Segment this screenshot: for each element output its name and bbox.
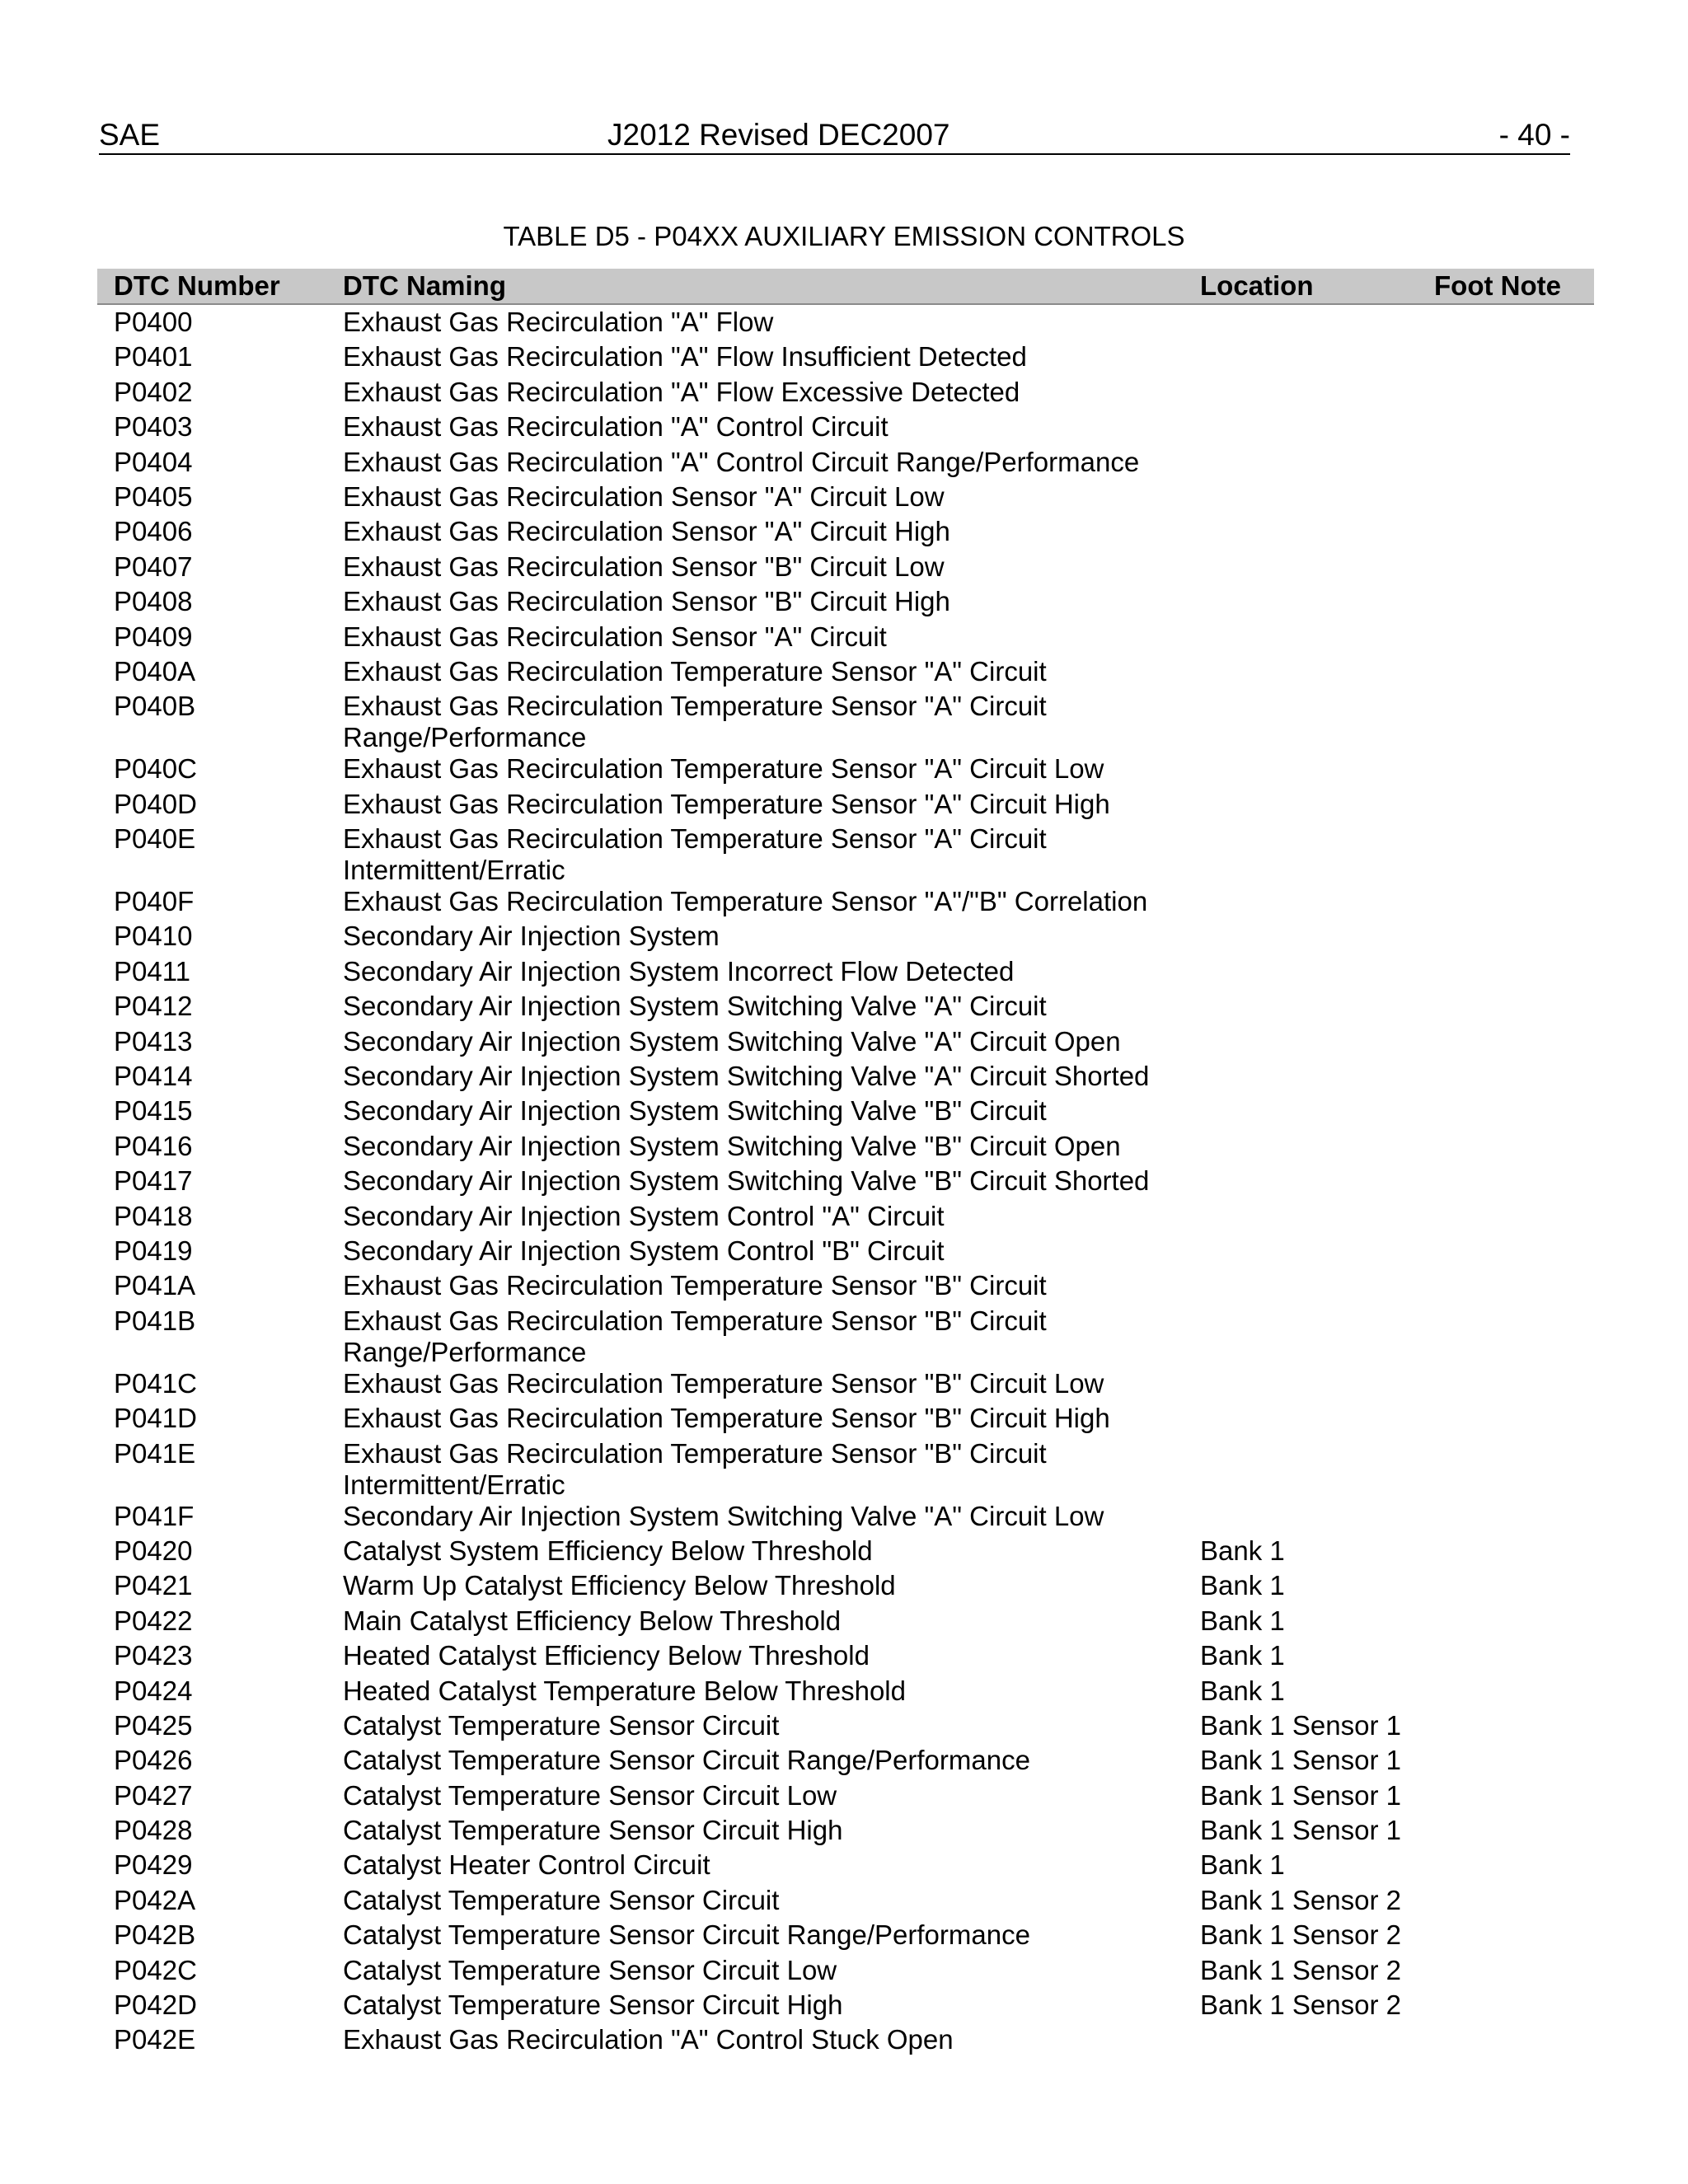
dtc-number: P0416 bbox=[114, 1130, 193, 1161]
header-page-number: - 40 - bbox=[1498, 118, 1570, 152]
dtc-naming bbox=[343, 621, 1175, 653]
dtc-naming-line: Exhaust Gas Recirculation Temperature Sensor "A" Circuit Low bbox=[343, 753, 1104, 785]
dtc-naming bbox=[343, 481, 1175, 513]
dtc-naming-line: Main Catalyst Efficiency Below Threshold bbox=[343, 1605, 842, 1636]
dtc-number: P042A bbox=[114, 1884, 196, 1915]
dtc-number: P041F bbox=[114, 1500, 195, 1531]
dtc-number: P0404 bbox=[114, 446, 193, 477]
dtc-naming-line: Exhaust Gas Recirculation Sensor "B" Circuit High bbox=[343, 586, 950, 617]
page-header bbox=[99, 117, 1570, 155]
dtc-naming-line: Exhaust Gas Recirculation "A" Control Circuit bbox=[343, 411, 889, 443]
header-center: J2012 Revised DEC2007 bbox=[607, 118, 950, 152]
dtc-naming-line: Catalyst System Efficiency Below Threshold bbox=[343, 1535, 873, 1566]
dtc-naming-line: Exhaust Gas Recirculation "A" Flow bbox=[343, 307, 774, 337]
table-row bbox=[97, 584, 1594, 619]
table-row bbox=[97, 1401, 1594, 1436]
dtc-location: Bank 1 Sensor 1 bbox=[1200, 1815, 1401, 1846]
dtc-number: P041D bbox=[114, 1403, 197, 1434]
table-row bbox=[97, 1918, 1594, 1952]
dtc-naming-line: Catalyst Heater Control Circuit bbox=[343, 1849, 710, 1881]
dtc-naming bbox=[343, 753, 1175, 785]
dtc-naming bbox=[343, 886, 1175, 917]
dtc-number: P0402 bbox=[114, 376, 193, 407]
dtc-naming-line-continued: Intermittent/Erratic bbox=[343, 855, 565, 886]
header-left: SAE bbox=[99, 118, 161, 152]
table-row bbox=[97, 954, 1594, 989]
dtc-number: P0401 bbox=[114, 341, 193, 373]
dtc-number: P040F bbox=[114, 886, 195, 917]
dtc-naming-line: Exhaust Gas Recirculation "A" Flow Insufficient Detected bbox=[343, 341, 1027, 373]
table-row bbox=[97, 1366, 1594, 1401]
dtc-number: P0424 bbox=[114, 1675, 193, 1706]
dtc-naming-line: Exhaust Gas Recirculation Temperature Sensor "A"/"B" Correlation bbox=[343, 886, 1148, 917]
dtc-naming bbox=[343, 1605, 1175, 1637]
dtc-naming-line: Catalyst Temperature Sensor Circuit Low bbox=[343, 1779, 837, 1811]
dtc-naming bbox=[343, 1640, 1175, 1671]
table-row bbox=[97, 1534, 1594, 1568]
dtc-naming-line: Exhaust Gas Recirculation Temperature Sensor "B" Circuit bbox=[343, 1305, 1047, 1336]
table-row bbox=[97, 620, 1594, 654]
dtc-location: Bank 1 Sensor 2 bbox=[1200, 1954, 1401, 1985]
table-row bbox=[97, 305, 1594, 340]
dtc-naming-line: Exhaust Gas Recirculation Temperature Sensor "A" Circuit bbox=[343, 655, 1047, 687]
dtc-number: P0423 bbox=[114, 1640, 193, 1671]
dtc-naming-line: Secondary Air Injection System Switching Valve "A" Circuit Low bbox=[343, 1500, 1104, 1531]
dtc-naming bbox=[343, 823, 1175, 886]
table-row bbox=[97, 1638, 1594, 1673]
table-row bbox=[97, 1059, 1594, 1094]
dtc-naming-line: Warm Up Catalyst Efficiency Below Threshold bbox=[343, 1570, 896, 1601]
dtc-naming-line: Secondary Air Injection System Control "A" Circuit bbox=[343, 1200, 945, 1231]
dtc-location: Bank 1 bbox=[1200, 1605, 1285, 1636]
dtc-number: P0409 bbox=[114, 621, 193, 652]
dtc-naming bbox=[343, 1570, 1175, 1601]
dtc-naming bbox=[343, 2024, 1175, 2055]
dtc-number: P0417 bbox=[114, 1165, 193, 1197]
dtc-table bbox=[97, 269, 1594, 2058]
dtc-naming bbox=[343, 516, 1175, 547]
dtc-naming bbox=[343, 1403, 1175, 1434]
dtc-naming-line: Exhaust Gas Recirculation Temperature Sensor "A" Circuit High bbox=[343, 788, 1110, 819]
dtc-number: P042D bbox=[114, 1990, 197, 2021]
table-row bbox=[97, 919, 1594, 954]
table-row bbox=[97, 1436, 1594, 1499]
dtc-naming-line: Catalyst Temperature Sensor Circuit Range/Performance bbox=[343, 1745, 1030, 1776]
dtc-number: P0428 bbox=[114, 1815, 193, 1846]
dtc-number: P040E bbox=[114, 823, 196, 855]
table-row bbox=[97, 1129, 1594, 1164]
table-row bbox=[97, 1094, 1594, 1128]
dtc-location: Bank 1 bbox=[1200, 1849, 1285, 1881]
dtc-naming bbox=[343, 447, 1175, 478]
table-row bbox=[97, 654, 1594, 689]
dtc-number: P0408 bbox=[114, 586, 193, 617]
dtc-location: Bank 1 Sensor 2 bbox=[1200, 1919, 1401, 1951]
dtc-naming-line: Catalyst Temperature Sensor Circuit bbox=[343, 1709, 780, 1741]
table-row bbox=[97, 1813, 1594, 1848]
dtc-naming-line: Exhaust Gas Recirculation Sensor "A" Circuit Low bbox=[343, 480, 945, 512]
dtc-location: Bank 1 Sensor 2 bbox=[1200, 1884, 1401, 1915]
dtc-naming-line: Catalyst Temperature Sensor Circuit Low bbox=[343, 1954, 837, 1985]
table-row bbox=[97, 1199, 1594, 1234]
dtc-naming-line: Catalyst Temperature Sensor Circuit High bbox=[343, 1990, 843, 2021]
table-row bbox=[97, 787, 1594, 822]
table-row bbox=[97, 1743, 1594, 1778]
dtc-naming-line: Catalyst Temperature Sensor Circuit bbox=[343, 1884, 780, 1915]
table-row bbox=[97, 1568, 1594, 1603]
dtc-number: P0414 bbox=[114, 1061, 193, 1092]
table-row bbox=[97, 689, 1594, 752]
dtc-number: P0419 bbox=[114, 1235, 193, 1266]
dtc-number: P042B bbox=[114, 1919, 196, 1951]
dtc-number: P040C bbox=[114, 753, 197, 785]
dtc-naming-line: Secondary Air Injection System Incorrect Flow Detected bbox=[343, 955, 1015, 987]
dtc-naming-line: Exhaust Gas Recirculation Sensor "B" Circuit Low bbox=[343, 551, 945, 582]
dtc-location: Bank 1 bbox=[1200, 1535, 1285, 1566]
dtc-naming bbox=[343, 1368, 1175, 1399]
dtc-naming-line: Secondary Air Injection System bbox=[343, 921, 720, 952]
dtc-naming bbox=[343, 1061, 1175, 1092]
table-row bbox=[97, 1848, 1594, 1882]
dtc-naming bbox=[343, 307, 1175, 338]
dtc-naming bbox=[343, 1438, 1175, 1501]
dtc-naming bbox=[343, 1270, 1175, 1301]
dtc-number: P040D bbox=[114, 788, 197, 819]
dtc-naming-line-continued: Range/Performance bbox=[343, 1336, 587, 1367]
dtc-naming-line: Heated Catalyst Temperature Below Threshold bbox=[343, 1675, 906, 1706]
dtc-naming bbox=[343, 1501, 1175, 1532]
table-row bbox=[97, 550, 1594, 584]
dtc-naming bbox=[343, 991, 1175, 1022]
dtc-naming bbox=[343, 1131, 1175, 1162]
dtc-naming bbox=[343, 1780, 1175, 1811]
dtc-number: P0412 bbox=[114, 991, 193, 1022]
dtc-naming bbox=[343, 1305, 1175, 1368]
table-row bbox=[97, 1499, 1594, 1534]
dtc-number: P0400 bbox=[114, 307, 193, 337]
dtc-number: P0422 bbox=[114, 1605, 193, 1636]
dtc-location: Bank 1 bbox=[1200, 1570, 1285, 1601]
dtc-naming bbox=[343, 341, 1175, 373]
dtc-number: P0426 bbox=[114, 1745, 193, 1776]
dtc-location: Bank 1 bbox=[1200, 1640, 1285, 1671]
dtc-naming-line: Secondary Air Injection System Switching Valve "A" Circuit Open bbox=[343, 1025, 1121, 1057]
dtc-naming bbox=[343, 1990, 1175, 2021]
dtc-naming-line: Catalyst Temperature Sensor Circuit High bbox=[343, 1815, 843, 1846]
dtc-number: P041C bbox=[114, 1367, 197, 1399]
table-row bbox=[97, 445, 1594, 480]
dtc-naming-line: Exhaust Gas Recirculation Sensor "A" Circuit High bbox=[343, 516, 950, 547]
table-row bbox=[97, 2022, 1594, 2057]
table-row bbox=[97, 1024, 1594, 1059]
dtc-location: Bank 1 bbox=[1200, 1675, 1285, 1706]
dtc-number: P041B bbox=[114, 1305, 196, 1336]
dtc-number: P0410 bbox=[114, 921, 193, 952]
dtc-location: Bank 1 Sensor 1 bbox=[1200, 1745, 1401, 1776]
table-row bbox=[97, 410, 1594, 444]
dtc-number: P042C bbox=[114, 1954, 197, 1985]
dtc-number: P041A bbox=[114, 1270, 196, 1301]
dtc-naming-line: Exhaust Gas Recirculation Temperature Sensor "B" Circuit bbox=[343, 1270, 1047, 1301]
dtc-naming-line: Exhaust Gas Recirculation Temperature Sensor "A" Circuit bbox=[343, 691, 1047, 722]
dtc-number: P040A bbox=[114, 655, 196, 687]
dtc-naming bbox=[343, 1201, 1175, 1232]
dtc-naming-line-continued: Range/Performance bbox=[343, 722, 587, 753]
dtc-naming-line: Secondary Air Injection System Switching Valve "B" Circuit Open bbox=[343, 1130, 1121, 1161]
dtc-naming-line: Exhaust Gas Recirculation Temperature Sensor "A" Circuit bbox=[343, 823, 1047, 855]
table-row bbox=[97, 1304, 1594, 1366]
table-row bbox=[97, 1988, 1594, 2022]
dtc-naming-line: Exhaust Gas Recirculation Temperature Sensor "B" Circuit bbox=[343, 1437, 1047, 1469]
dtc-number: P0415 bbox=[114, 1095, 193, 1127]
dtc-naming bbox=[343, 789, 1175, 820]
dtc-number: P0407 bbox=[114, 551, 193, 582]
dtc-naming bbox=[343, 1165, 1175, 1197]
dtc-number: P0429 bbox=[114, 1849, 193, 1881]
table-row bbox=[97, 1674, 1594, 1708]
dtc-naming bbox=[343, 1535, 1175, 1567]
dtc-naming bbox=[343, 1710, 1175, 1741]
dtc-naming-line: Exhaust Gas Recirculation Temperature Sensor "B" Circuit High bbox=[343, 1403, 1110, 1434]
table-row bbox=[97, 1268, 1594, 1303]
dtc-naming bbox=[343, 656, 1175, 687]
table-row bbox=[97, 1953, 1594, 1988]
table-row bbox=[97, 1164, 1594, 1198]
dtc-naming-line: Secondary Air Injection System Switching Valve "A" Circuit bbox=[343, 991, 1047, 1022]
dtc-naming bbox=[343, 586, 1175, 617]
dtc-naming-line: Catalyst Temperature Sensor Circuit Range/Performance bbox=[343, 1919, 1030, 1951]
table-row bbox=[97, 340, 1594, 374]
dtc-naming bbox=[343, 1235, 1175, 1267]
dtc-number: P0413 bbox=[114, 1025, 193, 1057]
dtc-number: P0403 bbox=[114, 411, 193, 443]
table-row bbox=[97, 884, 1594, 919]
dtc-location: Bank 1 Sensor 1 bbox=[1200, 1779, 1401, 1811]
dtc-naming-line: Exhaust Gas Recirculation "A" Control Stuck Open bbox=[343, 2024, 954, 2055]
table-row bbox=[97, 1779, 1594, 1813]
dtc-naming bbox=[343, 1919, 1175, 1951]
dtc-naming-line: Secondary Air Injection System Control "B" Circuit bbox=[343, 1235, 945, 1266]
table-row bbox=[97, 1883, 1594, 1918]
dtc-number: P0405 bbox=[114, 480, 193, 512]
table-row bbox=[97, 1604, 1594, 1638]
dtc-naming-line-continued: Intermittent/Erratic bbox=[343, 1469, 565, 1500]
dtc-number: P0406 bbox=[114, 516, 193, 547]
dtc-naming bbox=[343, 551, 1175, 583]
dtc-naming bbox=[343, 1815, 1175, 1846]
dtc-location: Bank 1 Sensor 1 bbox=[1200, 1709, 1401, 1741]
dtc-naming bbox=[343, 921, 1175, 952]
dtc-naming-line: Exhaust Gas Recirculation Temperature Sensor "B" Circuit Low bbox=[343, 1367, 1104, 1399]
dtc-naming bbox=[343, 1675, 1175, 1707]
dtc-naming-line: Heated Catalyst Efficiency Below Threshold bbox=[343, 1640, 870, 1671]
dtc-number: P0418 bbox=[114, 1200, 193, 1231]
table-header-row bbox=[97, 269, 1594, 305]
dtc-number: P0420 bbox=[114, 1535, 193, 1566]
dtc-naming bbox=[343, 1885, 1175, 1916]
dtc-naming bbox=[343, 1745, 1175, 1776]
column-header-location: Location bbox=[1200, 270, 1314, 301]
dtc-naming-line: Exhaust Gas Recirculation "A" Control Circuit Range/Performance bbox=[343, 446, 1140, 477]
dtc-number: P0411 bbox=[114, 955, 190, 987]
dtc-naming bbox=[343, 1026, 1175, 1057]
column-header-naming: DTC Naming bbox=[343, 270, 506, 301]
dtc-naming bbox=[343, 1095, 1175, 1127]
dtc-number: P0425 bbox=[114, 1709, 193, 1741]
table-row bbox=[97, 822, 1594, 884]
dtc-number: P0421 bbox=[114, 1570, 193, 1601]
table-row bbox=[97, 752, 1594, 786]
table-row bbox=[97, 1708, 1594, 1743]
dtc-naming bbox=[343, 377, 1175, 408]
dtc-naming bbox=[343, 1955, 1175, 1986]
dtc-number: P041E bbox=[114, 1437, 196, 1469]
dtc-naming-line: Secondary Air Injection System Switching Valve "A" Circuit Shorted bbox=[343, 1061, 1150, 1092]
table-body bbox=[97, 305, 1594, 2058]
table-row bbox=[97, 514, 1594, 549]
dtc-naming bbox=[343, 956, 1175, 987]
dtc-naming-line: Secondary Air Injection System Switching Valve "B" Circuit Shorted bbox=[343, 1165, 1150, 1197]
column-header-number: DTC Number bbox=[114, 270, 280, 301]
dtc-naming-line: Secondary Air Injection System Switching Valve "B" Circuit bbox=[343, 1095, 1047, 1127]
dtc-location: Bank 1 Sensor 2 bbox=[1200, 1990, 1401, 2021]
column-header-footnote: Foot Note bbox=[1434, 270, 1561, 301]
dtc-number: P040B bbox=[114, 691, 196, 722]
dtc-naming-line: Exhaust Gas Recirculation Sensor "A" Circuit bbox=[343, 621, 887, 652]
dtc-number: P0427 bbox=[114, 1779, 193, 1811]
dtc-number: P042E bbox=[114, 2024, 196, 2055]
table-row bbox=[97, 989, 1594, 1024]
table-title: TABLE D5 - P04XX AUXILIARY EMISSION CONTROLS bbox=[503, 221, 1185, 251]
dtc-naming bbox=[343, 1849, 1175, 1881]
table-row bbox=[97, 1234, 1594, 1268]
dtc-naming bbox=[343, 411, 1175, 443]
dtc-naming bbox=[343, 691, 1175, 753]
table-row bbox=[97, 480, 1594, 514]
dtc-naming-line: Exhaust Gas Recirculation "A" Flow Excessive Detected bbox=[343, 376, 1020, 407]
table-row bbox=[97, 375, 1594, 410]
